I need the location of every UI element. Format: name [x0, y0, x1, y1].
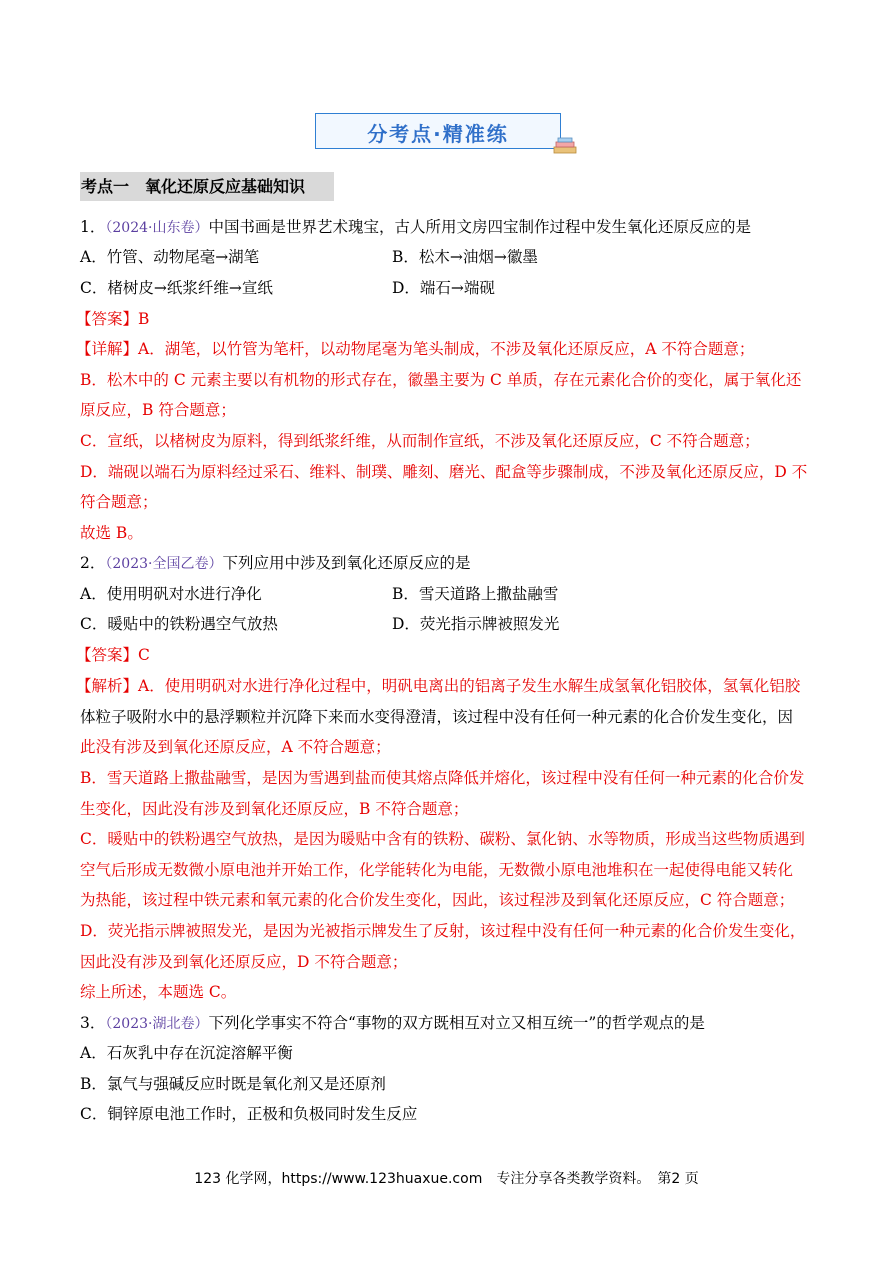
q2-option-d: D．荧光指示牌被照发光 [392, 615, 560, 633]
q2-detail-c-2: 空气后形成无数微小原电池并开始工作，化学能转化为电能，无数微小原电池堆积在一起使得电能又转化 [80, 861, 794, 879]
q2-answer [76, 645, 150, 665]
q1-answer-tag: 【答案】 [76, 310, 139, 328]
q2-detail-c-1: C．暖贴中的铁粉遇空气放热，是因为暖贴中含有的铁粉、碳粉、氯化钠、水等物质，形成当这些物质遇到 [80, 830, 805, 848]
page-footer: 123 化学网，https://www.123huaxue.com 专注分享各类教学资料。 第2 页 [194, 1171, 699, 1187]
q3-source: （2023·湖北卷） [105, 1016, 209, 1032]
q1-detail-tag: 【详解】 [76, 340, 139, 358]
q3-option-a: A．石灰乳中存在沉淀溶解平衡 [80, 1044, 293, 1062]
banner-title: 分考点·精准练 [367, 122, 509, 146]
q2-conclusion: 综上所述，本题选 C。 [80, 983, 237, 1001]
q2-detail-d-2: 因此没有涉及到氧化还原反应，D 不符合题意； [80, 953, 408, 971]
q1-detail-a: A．湖笔，以竹管为笔杆，以动物尾毫为笔头制成，不涉及氧化还原反应，A 不符合题意； [138, 340, 755, 358]
q2-number: 2． [80, 554, 106, 572]
q2-detail-a-2: 体粒子吸附水中的悬浮颗粒并沉降下来而水变得澄清，该过程中没有任何一种元素的化合价发生变化，因 [80, 708, 794, 726]
q1-stem: 中国书画是世界艺术瑰宝，古人所用文房四宝制作过程中发生氧化还原反应的是 [208, 218, 751, 236]
q1-answer-value: B [138, 310, 150, 328]
q3-stem-line [80, 1013, 705, 1034]
q3-stem: 下列化学事实不符合“事物的双方既相互对立又相互统一”的哲学观点的是 [208, 1014, 705, 1032]
q1-detail-b-1: B．松木中的 C 元素主要以有机物的形式存在，徽墨主要为 C 单质，存在元素化合价的变化，属于氧化还 [80, 371, 802, 389]
q2-stem-line [80, 553, 470, 574]
q2-answer-tag: 【答案】 [76, 646, 139, 664]
q1-option-b: B．松木→油烟→徽墨 [392, 248, 538, 266]
q1-option-d: D．端石→端砚 [392, 279, 495, 297]
q2-detail-a-3: 此没有涉及到氧化还原反应，A 不符合题意； [80, 738, 391, 756]
q3-option-c: C．铜锌原电池工作时，正极和负极同时发生反应 [80, 1105, 418, 1123]
q2-detail-a-1: A．使用明矾对水进行净化过程中，明矾电离出的铝离子发生水解生成氢氧化铝胶体，氢氧化铝胶 [138, 677, 801, 695]
q1-detail-d-1: D．端砚以端石为原料经过采石、维料、制璞、雕刻、磨光、配盒等步骤制成，不涉及氧化还原反应，D 不 [80, 463, 808, 481]
q2-answer-value: C [138, 646, 150, 664]
q2-source: （2023·全国乙卷） [105, 556, 223, 572]
q1-source: （2024·山东卷） [105, 220, 209, 236]
q2-option-c: C．暖贴中的铁粉遇空气放热 [80, 615, 278, 633]
q2-stem: 下列应用中涉及到氧化还原反应的是 [222, 554, 471, 572]
q1-detail-b-2: 原反应，B 符合题意； [80, 401, 236, 419]
section-banner [315, 113, 561, 149]
q1-option-c: C．楮树皮→纸浆纤维→宣纸 [80, 279, 273, 297]
q2-detail-c-3: 为热能，该过程中铁元素和氧元素的化合价发生变化，因此，该过程涉及到氧化还原反应，C 符合题意； [80, 891, 795, 909]
q2-option-a: A．使用明矾对水进行净化 [80, 585, 262, 603]
q1-detail-c: C．宣纸，以楮树皮为原料，得到纸浆纤维，从而制作宣纸，不涉及氧化还原反应，C 不符合题意； [80, 432, 760, 450]
books-icon [553, 135, 577, 155]
q2-option-b: B．雪天道路上撒盐融雪 [392, 585, 559, 603]
q1-detail-line-1 [76, 339, 754, 359]
q2-detail-tag: 【解析】 [76, 677, 139, 695]
q2-detail-d-1: D．荧光指示牌被照发光，是因为光被指示牌发生了反射，该过程中没有任何一种元素的化合价发生变化， [80, 922, 806, 940]
q2-detail-line-1 [76, 676, 800, 696]
q2-detail-b-1: B．雪天道路上撒盐融雪，是因为雪遇到盐而使其熔点降低并熔化，该过程中没有任何一种元素的化合价发 [80, 769, 805, 787]
section-heading: 考点一 氧化还原反应基础知识 [80, 172, 334, 201]
q1-answer [76, 309, 149, 329]
q1-stem-line [80, 217, 751, 238]
q3-number: 3． [80, 1014, 106, 1032]
q1-detail-d-2: 符合题意； [80, 493, 158, 511]
q1-option-a: A．竹管、动物尾毫→湖笔 [80, 248, 260, 266]
q1-number: 1． [80, 218, 106, 236]
q3-option-b: B．氯气与强碱反应时既是氧化剂又是还原剂 [80, 1075, 386, 1093]
q1-conclusion: 故选 B。 [80, 524, 143, 542]
q2-detail-b-2: 生变化，因此没有涉及到氧化还原反应，B 不符合题意； [80, 800, 469, 818]
